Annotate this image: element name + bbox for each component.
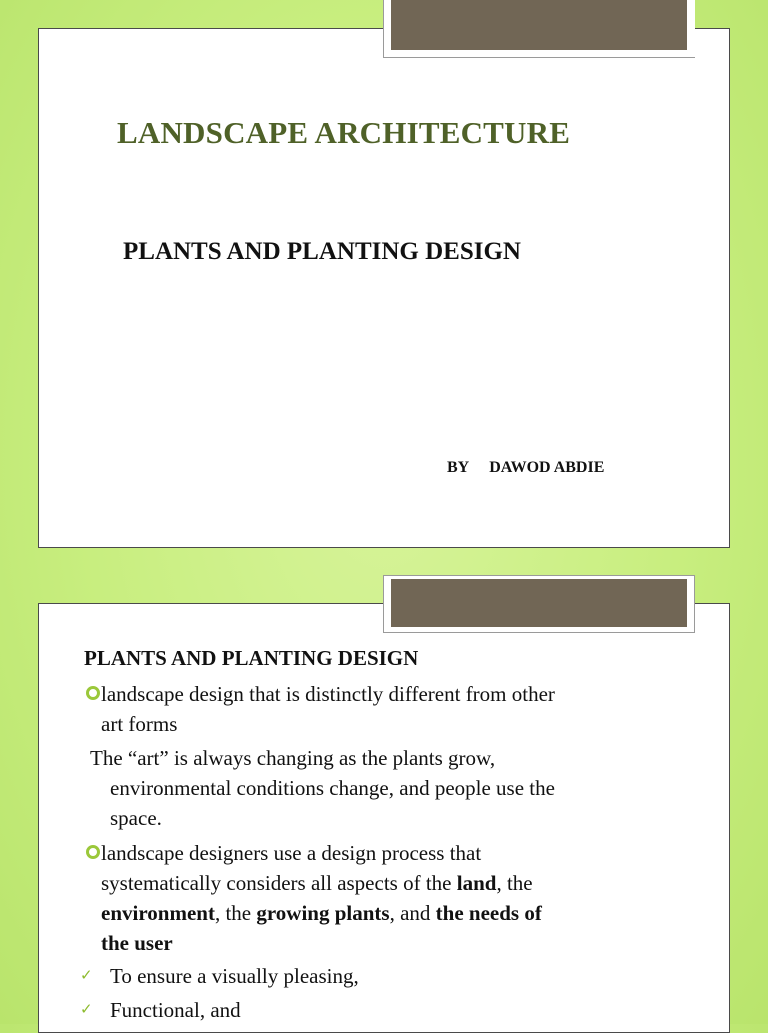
bold-land: land bbox=[456, 871, 497, 895]
author-name: DAWOD ABDIE bbox=[489, 459, 605, 476]
paragraph-line3: space. bbox=[110, 806, 162, 830]
bullet2-line3-sep1: , the bbox=[214, 901, 257, 925]
bullet2-line3 bbox=[101, 898, 542, 928]
bullet2-line3-sep2: , and bbox=[389, 901, 436, 925]
circle-bullet-icon bbox=[86, 845, 100, 859]
bullet1-line2: art forms bbox=[101, 712, 178, 736]
check-item-2: Functional, and bbox=[110, 998, 241, 1022]
content-heading: PLANTS AND PLANTING DESIGN bbox=[84, 646, 419, 670]
slide-subtitle: PLANTS AND PLANTING DESIGN bbox=[123, 238, 521, 265]
bullet2-line4 bbox=[101, 928, 173, 958]
slide-title: LANDSCAPE ARCHITECTURE bbox=[117, 115, 571, 150]
bullet1-line1: landscape design that is distinctly different from other bbox=[101, 682, 555, 706]
bold-needs-of: the needs of bbox=[435, 901, 542, 925]
author-line bbox=[447, 459, 604, 477]
title-slide bbox=[38, 28, 730, 548]
bullet2-line2-text: systematically considers all aspects of the bbox=[101, 871, 457, 895]
paragraph-line1: The “art” is always changing as the plants grow, bbox=[90, 746, 496, 770]
bullet2-line2-tail: , the bbox=[496, 871, 533, 895]
bold-the-user: the user bbox=[101, 931, 173, 955]
bold-growing-plants: growing plants bbox=[256, 901, 390, 925]
circle-bullet-icon bbox=[86, 686, 100, 700]
checkmark-icon: ✓ bbox=[80, 1002, 93, 1018]
paragraph-line2: environmental conditions change, and people use the bbox=[110, 776, 555, 800]
bullet2-line1: landscape designers use a design process that bbox=[101, 841, 482, 865]
check-item-1: To ensure a visually pleasing, bbox=[110, 964, 359, 988]
checkmark-icon: ✓ bbox=[80, 968, 93, 984]
bold-environment: environment bbox=[101, 901, 215, 925]
content-slide-header-bar bbox=[391, 579, 687, 627]
title-slide-header-bar bbox=[391, 0, 687, 50]
bullet2-line2 bbox=[101, 868, 533, 898]
by-label: BY bbox=[447, 459, 470, 476]
